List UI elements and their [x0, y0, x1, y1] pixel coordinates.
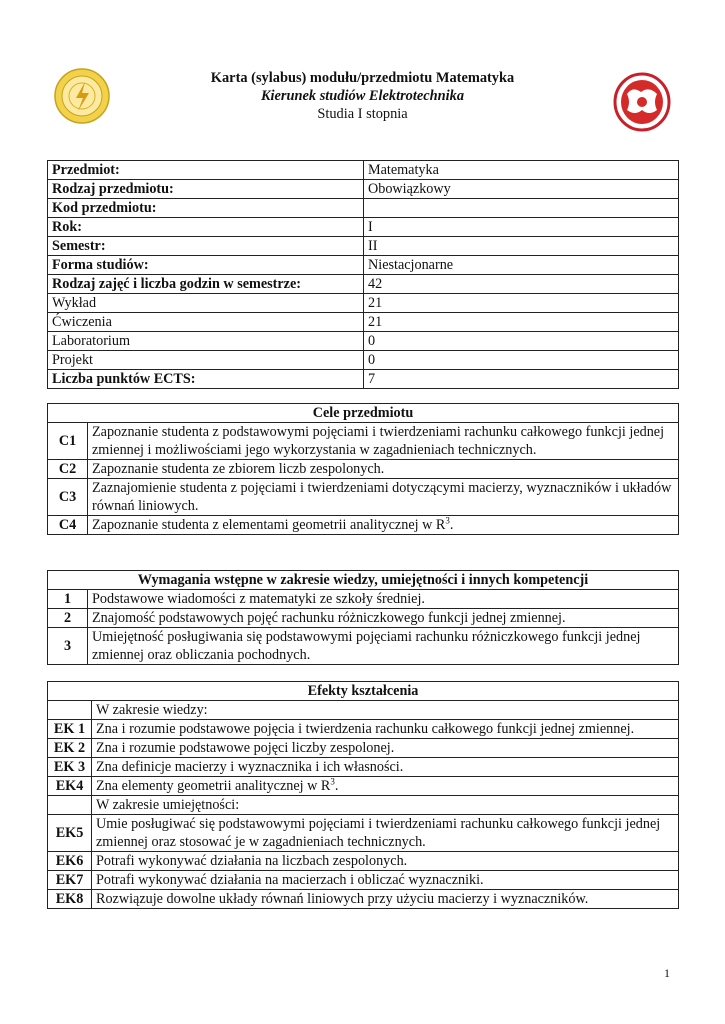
- requirement-code: 1: [48, 590, 88, 609]
- outcome-code: EK 1: [48, 720, 92, 739]
- outcome-code: EK8: [48, 890, 92, 909]
- requirement-row: [48, 590, 679, 609]
- info-value: 0: [364, 332, 679, 351]
- outcome-row: [48, 720, 679, 739]
- info-row: [48, 180, 679, 199]
- goals-header: Cele przedmiotu: [48, 404, 679, 423]
- requirement-description-text: Znajomość podstawowych pojęć rachunku różniczkowego funkcji jednej zmiennej.: [92, 610, 566, 626]
- knowledge-section-label: W zakresie wiedzy:: [92, 701, 679, 720]
- outcome-description-text: Zna i rozumie podstawowe pojęcia i twierdzenia rachunku całkowego funkcji jednej zmiennej.: [96, 721, 635, 737]
- goal-code: C3: [48, 479, 88, 516]
- goal-description-superscript: 3: [445, 515, 450, 526]
- info-row: [48, 256, 679, 275]
- info-value: II: [364, 237, 679, 256]
- info-label: Rodzaj zajęć i liczba godzin w semestrze:: [48, 275, 364, 294]
- goal-row: [48, 460, 679, 479]
- info-value: Matematyka: [364, 161, 679, 180]
- info-value: Niestacjonarne: [364, 256, 679, 275]
- outcome-description-text: Rozwiązuje dowolne układy równań liniowych przy użyciu macierzy i wyznaczników.: [96, 891, 589, 907]
- requirement-description: [88, 609, 679, 628]
- outcome-row: [48, 852, 679, 871]
- goal-row: [48, 423, 679, 460]
- info-row: [48, 275, 679, 294]
- info-row: [48, 332, 679, 351]
- study-level: Studia I stopnia: [317, 106, 408, 122]
- skills-section-label-spacer: [48, 796, 92, 815]
- document-header: [0, 69, 725, 123]
- outcome-description: [92, 720, 679, 739]
- requirement-row: [48, 609, 679, 628]
- info-value: 42: [364, 275, 679, 294]
- knowledge-section-label-row: [48, 701, 679, 720]
- requirement-description-text: Umiejętność posługiwania się podstawowymi pojęciami rachunku różniczkowego funkcji jednej zmiennej oraz obliczania pochodnych.: [92, 629, 641, 663]
- info-value: [364, 199, 679, 218]
- info-label: Projekt: [48, 351, 364, 370]
- info-row: [48, 294, 679, 313]
- info-label: Forma studiów:: [48, 256, 364, 275]
- info-label: Liczba punktów ECTS:: [48, 370, 364, 389]
- outcome-description-suffix: .: [334, 778, 339, 794]
- info-label: Rok:: [48, 218, 364, 237]
- info-value: I: [364, 218, 679, 237]
- outcome-description-text: Zna i rozumie podstawowe pojęci liczby zespolonej.: [96, 740, 395, 756]
- skills-section-label: W zakresie umiejętności:: [92, 796, 679, 815]
- outcomes-header: Efekty kształcenia: [48, 682, 679, 701]
- goal-description: [88, 479, 679, 516]
- outcome-description: [92, 871, 679, 890]
- outcome-row: [48, 758, 679, 777]
- outcome-description: [92, 852, 679, 871]
- info-row: [48, 351, 679, 370]
- outcome-description: [92, 758, 679, 777]
- goal-description-text: Zapoznanie studenta z podstawowymi pojęciami i twierdzeniami rachunku całkowego funkcji jednej zmiennej i możliwościami jego wykorzystania w zagadnieniach technicznych.: [92, 424, 665, 458]
- document-title: Karta (sylabus) modułu/przedmiotu Matematyka: [210, 70, 515, 86]
- outcome-description-text: Potrafi wykonywać działania na macierzach i obliczać wyznaczniki.: [96, 872, 484, 888]
- goal-description-text: Zapoznanie studenta ze zbiorem liczb zespolonych.: [92, 461, 385, 477]
- outcome-row: [48, 777, 679, 796]
- course-info-table: [47, 160, 679, 389]
- outcome-description-text: Potrafi wykonywać działania na liczbach zespolonych.: [96, 853, 408, 869]
- info-label: Laboratorium: [48, 332, 364, 351]
- info-value: 21: [364, 313, 679, 332]
- info-label: Ćwiczenia: [48, 313, 364, 332]
- info-value: Obowiązkowy: [364, 180, 679, 199]
- learning-outcomes-table: [47, 681, 679, 909]
- outcome-description-text: Umie posługiwać się podstawowymi pojęciami i twierdzeniami rachunku całkowego funkcji jednej zmiennej oraz stosować je w zagadnieniach technicznych.: [96, 816, 661, 850]
- outcome-code: EK5: [48, 815, 92, 852]
- page-number: 1: [664, 966, 670, 980]
- skills-section-label-row: [48, 796, 679, 815]
- info-row: [48, 313, 679, 332]
- requirements-header: Wymagania wstępne w zakresie wiedzy, umiejętności i innych kompetencji: [48, 571, 679, 590]
- outcome-description-text: Zna elementy geometrii analitycznej w R: [96, 778, 331, 794]
- goal-description-text: Zaznajomienie studenta z pojęciami i twierdzeniami dotyczącymi macierzy, wyznaczników i układów równań liniowych.: [92, 480, 672, 514]
- goal-code: C2: [48, 460, 88, 479]
- info-label: Kod przedmiotu:: [48, 199, 364, 218]
- goal-code: C4: [48, 516, 88, 535]
- outcome-row: [48, 739, 679, 758]
- requirement-description: [88, 590, 679, 609]
- outcome-description: [92, 890, 679, 909]
- outcome-code: EK6: [48, 852, 92, 871]
- outcome-row: [48, 871, 679, 890]
- requirement-description: [88, 628, 679, 665]
- goal-description-text: Zapoznanie studenta z elementami geometrii analitycznej w R: [92, 517, 446, 533]
- goal-row: [48, 479, 679, 516]
- goal-description: [88, 460, 679, 479]
- info-label: Wykład: [48, 294, 364, 313]
- info-row: [48, 199, 679, 218]
- outcome-description-superscript: 3: [330, 776, 335, 787]
- document-subtitle: Kierunek studiów Elektrotechnika: [260, 88, 465, 104]
- requirement-row: [48, 628, 679, 665]
- outcome-code: EK4: [48, 777, 92, 796]
- outcome-description: [92, 739, 679, 758]
- outcome-description: [92, 815, 679, 852]
- knowledge-section-label-spacer: [48, 701, 92, 720]
- outcome-row: [48, 890, 679, 909]
- outcome-code: EK 3: [48, 758, 92, 777]
- info-label: Rodzaj przedmiotu:: [48, 180, 364, 199]
- info-row: [48, 237, 679, 256]
- info-row: [48, 218, 679, 237]
- info-value: 7: [364, 370, 679, 389]
- requirements-table: [47, 570, 679, 665]
- goal-description: [88, 516, 679, 535]
- requirement-code: 2: [48, 609, 88, 628]
- info-label: Przedmiot:: [48, 161, 364, 180]
- outcome-description-text: Zna definicje macierzy i wyznacznika i ich własności.: [96, 759, 404, 775]
- goal-row: [48, 516, 679, 535]
- outcome-description: [92, 777, 679, 796]
- requirement-description-text: Podstawowe wiadomości z matematyki ze szkoły średniej.: [92, 591, 425, 607]
- goal-description: [88, 423, 679, 460]
- goal-description-suffix: .: [449, 517, 454, 533]
- requirement-code: 3: [48, 628, 88, 665]
- course-goals-table: [47, 403, 679, 535]
- goal-code: C1: [48, 423, 88, 460]
- outcome-code: EK 2: [48, 739, 92, 758]
- info-row: [48, 370, 679, 389]
- info-value: 21: [364, 294, 679, 313]
- info-value: 0: [364, 351, 679, 370]
- outcome-row: [48, 815, 679, 852]
- info-row: [48, 161, 679, 180]
- info-label: Semestr:: [48, 237, 364, 256]
- outcome-code: EK7: [48, 871, 92, 890]
